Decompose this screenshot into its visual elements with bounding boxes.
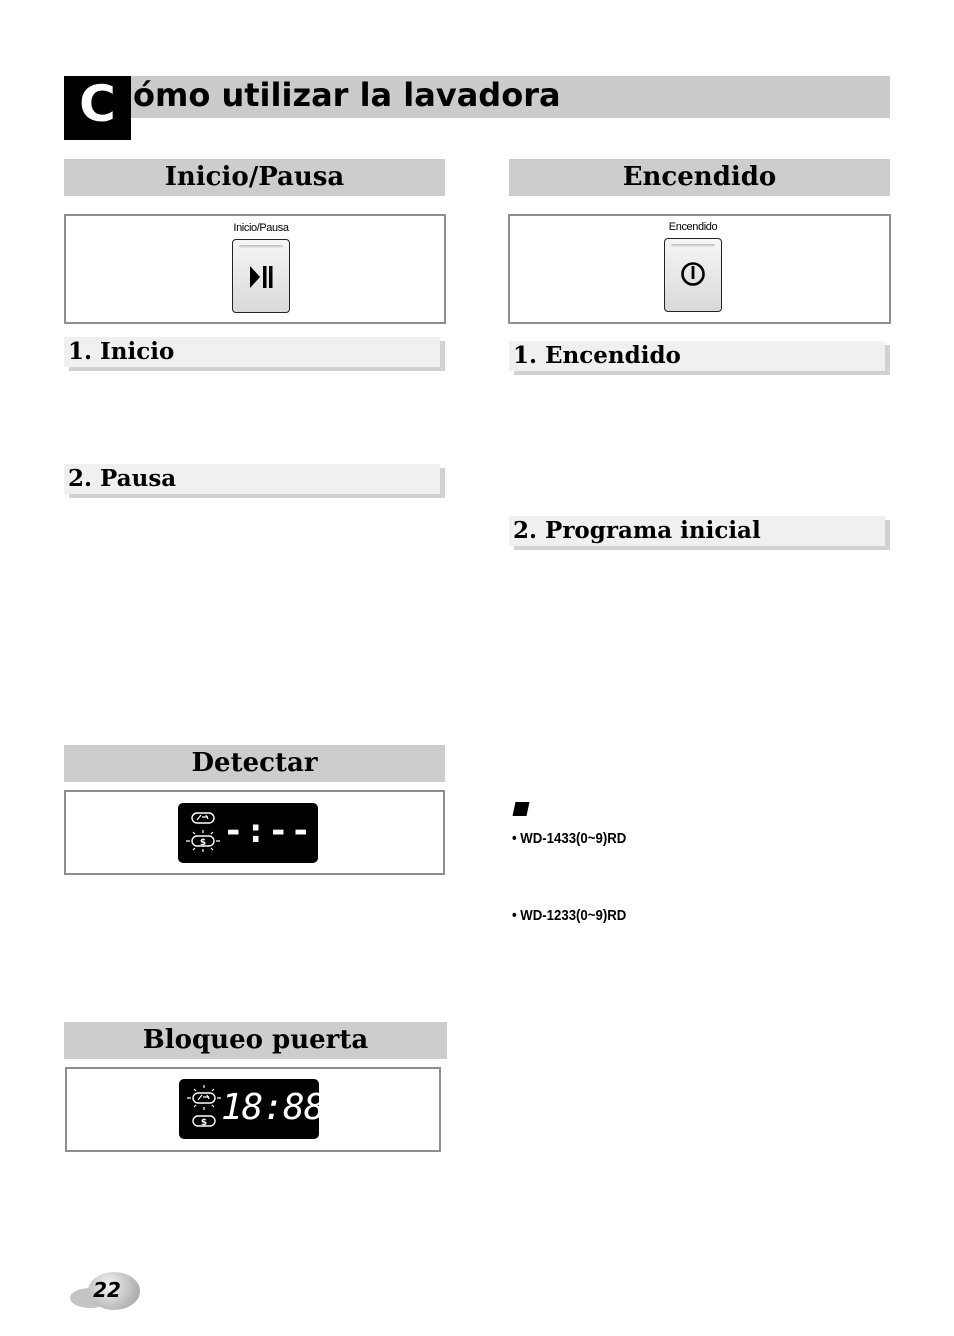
section-header-bloqueo-puerta: Bloqueo puerta	[64, 1022, 447, 1059]
bloqueo-display	[179, 1079, 325, 1139]
play-pause-icon	[246, 262, 276, 292]
detectar-display	[178, 803, 318, 863]
section-header-encendido: Encendido	[509, 159, 890, 196]
display-readout: 18:88	[221, 1087, 325, 1128]
encendido-button[interactable]	[664, 238, 722, 312]
model-item: • WD-1233(0~9)RD	[512, 907, 627, 924]
inicio-pausa-figure	[64, 214, 446, 324]
section-header-inicio-pausa: Inicio/Pausa	[64, 159, 445, 196]
step-encendido: 1. Encendido	[509, 341, 885, 371]
button-ridge	[671, 244, 715, 247]
step-pausa: 2. Pausa	[64, 464, 440, 494]
chapter-initial: C	[64, 76, 131, 140]
inicio-pausa-button-label: Inicio/Pausa	[233, 222, 289, 234]
bloqueo-puerta-figure	[65, 1067, 441, 1152]
section-header-detectar: Detectar	[64, 745, 445, 782]
page-number: 22	[93, 1278, 121, 1302]
note-square-icon	[513, 802, 530, 816]
inicio-pausa-button[interactable]	[232, 239, 290, 313]
model-item: • WD-1433(0~9)RD	[512, 830, 627, 847]
power-icon	[678, 259, 708, 289]
detectar-figure	[64, 790, 445, 875]
svg-text:$: $	[200, 1118, 208, 1128]
button-ridge	[239, 245, 283, 248]
encendido-figure	[508, 214, 891, 324]
page-number-badge	[70, 1272, 142, 1312]
encendido-button-label: Encendido	[668, 221, 718, 233]
display-readout: -:--	[223, 811, 313, 851]
step-programa-inicial: 2. Programa inicial	[509, 516, 885, 546]
chapter-title: ómo utilizar la lavadora	[133, 76, 561, 114]
step-inicio: 1. Inicio	[64, 337, 440, 367]
svg-text:$: $	[199, 838, 207, 848]
